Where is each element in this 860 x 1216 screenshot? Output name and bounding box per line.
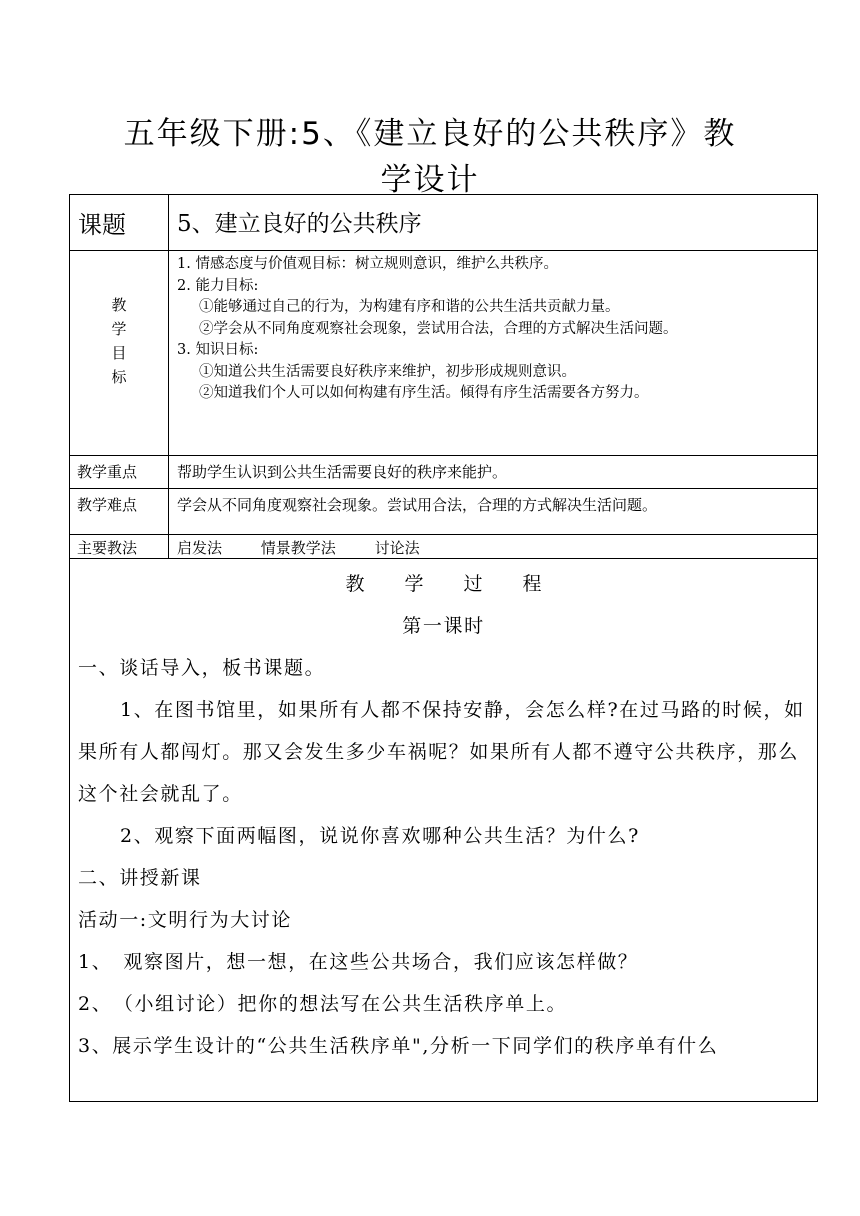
goal-subitem: ②知道我们个人可以如何构建有序生活。傾得有序生活需要各方努力。 <box>199 385 649 401</box>
difficulty-label: 教学难点 <box>70 489 169 535</box>
goal-item: 2. 能力目标: <box>177 277 259 294</box>
goal-item: 1. 情感态度与价值观目标：树立规则意识，维护么共秩序。 <box>177 256 558 272</box>
process-heading: 教学过程 <box>345 573 582 595</box>
goal-subitem: ①能够通过自己的行为，为构建有序和谐的公共生活共贡献力量。 <box>199 299 620 315</box>
topic-label: 课题 <box>70 195 169 251</box>
goals-label-char: 目 <box>111 344 127 362</box>
difficulty-row <box>70 489 818 535</box>
goals-label-char: 教 <box>111 296 127 314</box>
goals-row <box>70 251 818 456</box>
goal-subitem: ②学会从不同角度观察社会现象，尝试用合法，合理的方式解决生活问题。 <box>199 320 678 337</box>
topic-row <box>70 195 818 251</box>
lesson-plan-table <box>69 194 818 1102</box>
method-values <box>169 535 818 559</box>
activity-heading: 活动一:文明行为大讨论 <box>78 909 293 931</box>
goals-label <box>70 251 169 456</box>
list-item: 2、 （小组讨论）把你的想法写在公共生活秩序单上。 <box>78 993 568 1015</box>
document-title-line-2: 学设计 <box>380 162 480 198</box>
list-item: 1、 观察图片，想一想，在这些公共场合，我们应该怎样做？ <box>78 951 639 973</box>
paragraph: 1、在图书馆里，如果所有人都不保持安静，会怎么样?在过马路的时候，如果所有人都闯灯。那又会发生多少车祸呢？如果所有人都不遵守公共秩序，那么这个社会就乱了。 <box>78 699 805 805</box>
goals-content <box>169 251 818 456</box>
key-point-row <box>70 456 818 489</box>
goals-label-char: 学 <box>111 320 127 338</box>
list-item: 3、展示学生设计的“公共生活秩序单",分析一下同学们的秩序单有什么 <box>78 1035 719 1057</box>
document-title-line-1: 五年级下册:5、《建立良好的公共秩序》教 <box>123 116 737 152</box>
method-label: 主要教法 <box>70 535 169 559</box>
process-row <box>70 559 818 1102</box>
method-item: 启发法 <box>177 539 223 557</box>
paragraph: 2、观察下面两幅图，说说你喜欢哪种公共生活？为什么? <box>120 825 640 847</box>
process-content <box>70 559 818 1102</box>
key-point-label: 教学重点 <box>70 456 169 489</box>
goal-subitem: ①知道公共生活需要良好秩序来维护，初步形成规则意识。 <box>199 363 576 380</box>
section-heading: 二、讲授新课 <box>78 867 202 889</box>
section-heading: 一、谈话导入，板书课题。 <box>78 657 326 679</box>
goal-item: 3. 知识日标: <box>177 342 259 358</box>
goals-label-char: 标 <box>111 368 127 386</box>
lesson-label: 第一课时 <box>402 615 485 637</box>
method-item: 讨论法 <box>374 539 420 557</box>
topic-value: 5、建立良好的公共秩序 <box>169 195 818 251</box>
key-point-value: 帮助学生认识到公共生活需要良好的秩序来能护。 <box>169 456 818 489</box>
method-item: 情景教学法 <box>260 539 336 557</box>
method-row <box>70 535 818 559</box>
difficulty-value: 学会从不同角度观察社会现象。尝试用合法，合理的方式解决生活问题。 <box>169 489 818 535</box>
